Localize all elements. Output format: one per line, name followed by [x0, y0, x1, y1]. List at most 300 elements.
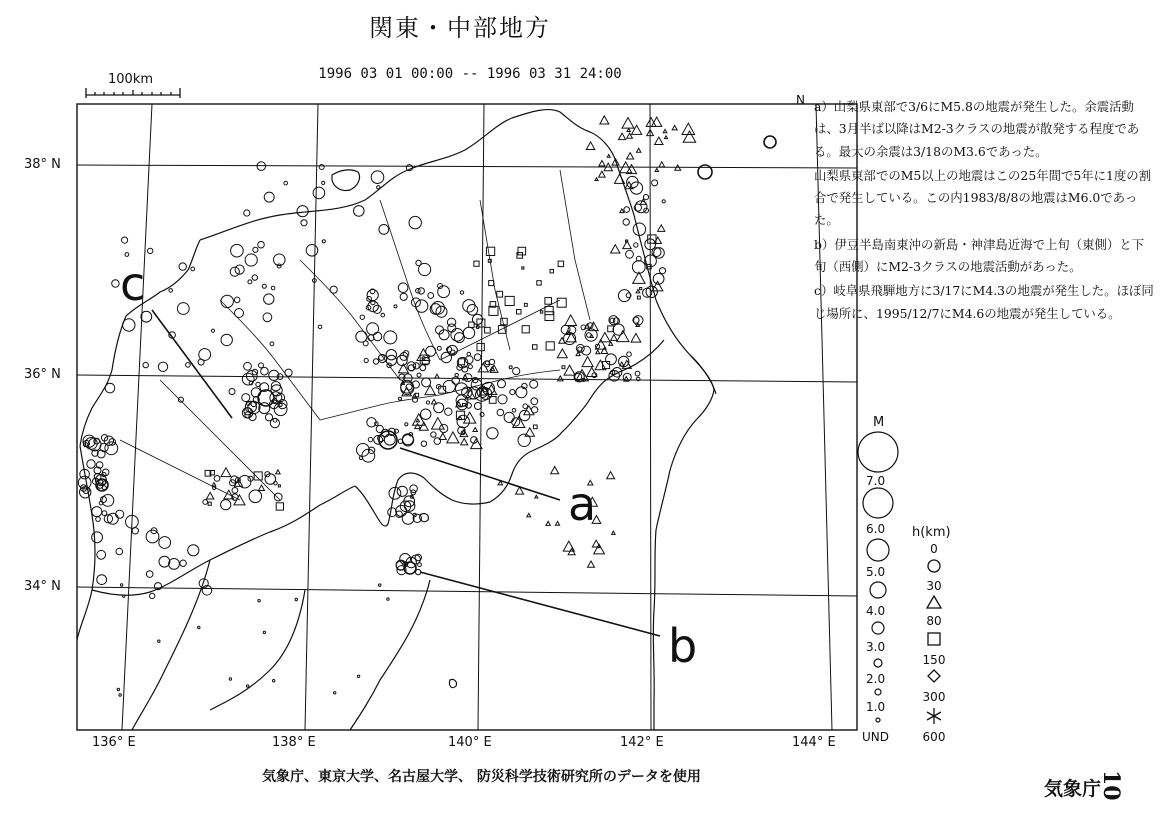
earthquake-marker [186, 363, 191, 368]
earthquake-marker [232, 488, 238, 494]
square-icon [928, 633, 940, 645]
earthquake-marker [371, 171, 384, 184]
earthquake-marker [607, 472, 615, 479]
earthquake-marker [360, 315, 364, 319]
earthquake-marker [522, 326, 529, 333]
earthquake-marker [420, 365, 426, 371]
earthquake-marker [520, 410, 530, 420]
mag-label-3: 3.0 [866, 640, 886, 654]
depth-label-150: 150 [922, 653, 946, 667]
earthquake-marker [244, 362, 252, 370]
mag-label-2: 2.0 [866, 672, 886, 686]
note-a-history: 山梨県東部でのM5以上の地震はこの25年間で5年に1度の割合で発生している。この内1983/8/8の地震はM6.0であった。 [814, 167, 1152, 228]
earthquake-marker [405, 423, 408, 426]
earthquake-marker [402, 512, 414, 524]
depth-label-300: 300 [922, 690, 946, 704]
earthquake-marker [416, 419, 419, 422]
earthquake-marker [564, 365, 575, 375]
diamond-icon [928, 670, 940, 682]
earthquake-marker [562, 366, 565, 369]
earthquake-marker [413, 394, 417, 397]
earthquake-marker [655, 168, 658, 171]
earthquake-marker [487, 428, 498, 439]
depth-label-80: 80 [926, 614, 942, 628]
earthquake-marker [421, 409, 431, 419]
earthquake-marker [159, 537, 171, 549]
earthquake-marker [582, 357, 593, 367]
earthquake-marker [297, 206, 308, 217]
earthquake-marker [510, 390, 515, 395]
callout-lines [152, 310, 660, 636]
earthquake-marker [384, 331, 397, 344]
earthquake-marker [663, 129, 667, 132]
earthquake-marker [633, 223, 645, 235]
earthquake-marker [537, 281, 541, 285]
earthquake-marker [545, 306, 553, 314]
earthquake-marker [102, 511, 107, 516]
lat-labels [24, 157, 61, 594]
earthquake-marker [409, 216, 421, 228]
earthquake-marker [436, 306, 447, 317]
earthquake-marker [467, 305, 478, 316]
earthquake-marker [595, 178, 598, 181]
lon-label-136: 136° E [92, 735, 136, 750]
earthquake-marker [658, 225, 665, 231]
earthquake-marker [97, 575, 107, 585]
earthquake-marker [92, 532, 103, 543]
earthquake-marker [438, 286, 450, 298]
scale-label: 100km [108, 72, 154, 87]
magnitude-legend [858, 415, 898, 744]
earthquake-marker [367, 290, 378, 301]
earthquake-marker [474, 261, 479, 266]
earthquake-marker [617, 331, 629, 342]
earthquake-marker [178, 397, 183, 402]
earthquake-marker [146, 571, 153, 578]
earthquake-marker [376, 425, 383, 432]
earthquake-marker [264, 192, 274, 202]
earthquake-marker [612, 531, 616, 534]
earthquake-marker [398, 283, 408, 293]
earthquake-marker [654, 248, 665, 259]
earthquake-marker [545, 298, 552, 305]
earthquake-marker [141, 311, 152, 322]
earthquake-marker [550, 269, 554, 273]
mag-label-5: 5.0 [866, 565, 886, 579]
earthquake-marker [285, 369, 292, 376]
earthquake-marker [212, 483, 216, 486]
earthquake-marker [558, 261, 564, 267]
earthquake-marker [618, 290, 630, 302]
earthquake-marker [592, 540, 600, 547]
earthquake-marker [258, 600, 260, 602]
earthquake-marker [381, 313, 385, 317]
earthquake-marker [447, 432, 459, 443]
earthquake-marker [599, 171, 606, 177]
earthquake-marker [276, 470, 280, 474]
depth-label-600: 600 [922, 730, 946, 744]
earthquake-marker [527, 513, 531, 517]
earthquake-marker [501, 318, 508, 325]
earthquake-marker [270, 342, 274, 346]
earthquake-marker [229, 389, 235, 395]
earthquake-marker [387, 598, 389, 600]
earthquake-marker [565, 315, 577, 326]
earthquake-marker [646, 118, 656, 127]
earthquake-marker [221, 295, 233, 307]
earthquake-marker [524, 303, 527, 306]
earthquake-marker [613, 318, 619, 324]
lon-label-142: 142° E [620, 735, 664, 750]
earthquake-marker [117, 688, 119, 690]
earthquake-marker [379, 431, 397, 449]
depth-legend [912, 525, 951, 744]
earthquake-marker [631, 333, 641, 342]
scale-bar [86, 88, 180, 98]
earthquake-marker [284, 181, 288, 185]
earthquake-marker [637, 296, 640, 299]
earthquake-marker [611, 335, 617, 341]
earthquake-marker [516, 387, 527, 398]
mag-label-und: UND [862, 730, 889, 744]
earthquake-marker [105, 383, 115, 393]
earthquake-marker [198, 359, 204, 365]
earthquake-marker [558, 376, 563, 381]
earthquake-marker [523, 404, 528, 409]
earthquake-marker [368, 437, 372, 441]
earthquake-marker [533, 425, 537, 429]
earthquake-marker [150, 593, 155, 598]
earthquake-marker [242, 373, 254, 385]
earthquake-marker [530, 380, 538, 388]
earthquake-marker [334, 692, 336, 694]
period-label: 1996 03 01 00:00 -- 1996 03 31 24:00 [318, 66, 622, 82]
earthquake-marker [531, 407, 537, 413]
earthquake-marker [179, 263, 186, 270]
earthquake-marker [540, 311, 542, 313]
earthquake-marker [410, 485, 418, 493]
earthquake-marker [177, 303, 189, 315]
earthquake-marker [354, 206, 365, 217]
earthquake-marker [460, 291, 463, 294]
earthquake-marker [546, 342, 554, 350]
earthquake-marker [295, 598, 297, 600]
earthquake-marker [119, 694, 121, 696]
earthquake-marker [634, 243, 638, 247]
earthquake-marker [426, 401, 429, 404]
earthquake-marker [441, 352, 451, 362]
earthquake-events [78, 116, 776, 696]
data-source-footer: 気象庁、東京大学、名古屋大学、 防災科学技術研究所のデータを使用 [262, 769, 701, 785]
earthquake-marker [620, 209, 624, 213]
earthquake-marker [262, 284, 266, 288]
earthquake-marker [586, 142, 594, 150]
earthquake-marker [627, 153, 634, 159]
earthquake-marker [626, 250, 634, 258]
earthquake-marker [497, 291, 503, 297]
mag-label-7: 7.0 [866, 474, 886, 488]
earthquake-marker [509, 366, 512, 369]
earthquake-marker [640, 288, 642, 290]
earthquake-marker [357, 675, 359, 677]
earthquake-marker [367, 323, 379, 335]
earthquake-marker [439, 433, 446, 439]
earthquake-marker [169, 559, 180, 570]
earthquake-marker [600, 116, 609, 124]
earthquake-marker [636, 148, 640, 152]
triangle-icon [927, 596, 941, 608]
earthquake-marker [242, 394, 250, 402]
earthquake-marker [248, 280, 252, 284]
earthquake-marker [318, 325, 322, 329]
earthquake-marker [274, 493, 282, 501]
earthquake-marker [123, 319, 135, 331]
earthquake-marker [664, 136, 667, 139]
earthquake-marker [206, 492, 213, 499]
earthquake-marker [431, 432, 436, 437]
earthquake-marker [247, 685, 249, 687]
earthquake-marker [188, 545, 199, 556]
earthquake-marker [498, 395, 507, 404]
mag-label-6: 6.0 [866, 522, 886, 536]
earthquake-marker [397, 486, 407, 496]
earthquake-marker [457, 415, 469, 427]
earthquake-marker [531, 398, 538, 405]
earthquake-marker [618, 133, 625, 140]
earthquake-marker [313, 187, 325, 199]
earthquake-marker [551, 466, 559, 473]
lon-label-140: 140° E [448, 735, 492, 750]
earthquake-marker [555, 521, 559, 525]
earthquake-marker [578, 347, 582, 351]
earthquake-marker [601, 348, 608, 354]
earthquake-marker [386, 350, 396, 360]
earthquake-marker [378, 354, 386, 362]
earthquake-marker [357, 444, 370, 457]
earthquake-marker [148, 248, 153, 253]
earthquake-marker [261, 367, 269, 375]
earthquake-marker [588, 561, 595, 567]
earthquake-marker [214, 476, 220, 482]
mag-label-4: 4.0 [866, 604, 886, 618]
coastline [77, 110, 716, 730]
earthquake-marker [306, 245, 318, 257]
earthquake-marker [432, 418, 445, 429]
page-title: 関東・中部地方 [369, 14, 551, 42]
earthquake-marker [356, 331, 367, 342]
earthquake-marker [412, 397, 417, 402]
earthquake-marker [513, 368, 520, 375]
earthquake-marker [463, 403, 466, 406]
earthquake-marker [203, 500, 208, 505]
earthquake-marker [258, 485, 264, 490]
magnitude-legend-title: M [873, 415, 885, 430]
earthquake-marker [322, 181, 325, 184]
earthquake-marker [251, 388, 260, 397]
earthquake-marker [373, 332, 381, 340]
earthquake-marker [474, 354, 481, 361]
earthquake-marker [396, 505, 407, 516]
earthquake-marker [622, 117, 634, 128]
earthquake-marker [517, 310, 522, 315]
callout-a: a [568, 477, 597, 531]
earthquake-marker [462, 375, 468, 380]
page-number: 10 [1098, 770, 1124, 801]
earthquake-marker [96, 517, 101, 522]
note-b: b）伊豆半島南東沖の新島・神津島近海で上旬（東側）と下旬（西側）にM2-3クラスの地震活動があった。 [814, 236, 1145, 275]
agency-name: 気象庁 [1044, 778, 1102, 800]
north-mark: N [796, 93, 805, 107]
earthquake-marker [662, 200, 665, 203]
earthquake-marker [373, 359, 378, 364]
earthquake-marker [613, 324, 624, 335]
earthquake-marker [659, 162, 665, 167]
earthquake-marker [504, 412, 514, 422]
earthquake-marker [421, 441, 426, 446]
earthquake-marker [431, 399, 436, 404]
earthquake-marker [249, 490, 262, 503]
earthquake-marker [263, 631, 265, 633]
earthquake-marker [461, 438, 468, 444]
earthquake-marker [208, 502, 211, 505]
earthquake-marker [199, 349, 211, 361]
event-notes [814, 96, 1154, 327]
earthquake-marker [322, 240, 325, 243]
earthquake-marker [301, 220, 307, 226]
earthquake-marker [672, 125, 677, 130]
earthquake-marker [364, 358, 368, 362]
earthquake-marker [256, 382, 260, 386]
earthquake-marker [611, 245, 620, 253]
earthquake-marker [522, 267, 524, 269]
earthquake-marker [213, 486, 216, 489]
earthquake-marker [123, 595, 125, 597]
earthquake-marker [244, 210, 250, 216]
earthquake-marker [258, 241, 265, 248]
earthquake-marker [158, 362, 167, 371]
earthquake-marker [211, 329, 214, 332]
prefecture-boundaries [120, 170, 590, 500]
earthquake-marker [486, 247, 494, 255]
earthquake-marker [489, 281, 494, 286]
earthquake-marker [535, 495, 538, 498]
earthquake-marker [273, 680, 275, 682]
earthquake-marker [474, 403, 481, 410]
earthquake-marker [180, 560, 186, 566]
earthquake-marker [439, 330, 449, 340]
earthquake-marker [655, 137, 663, 145]
earthquake-marker [400, 293, 407, 300]
earthquake-marker [116, 548, 123, 555]
earthquake-marker [221, 500, 231, 510]
note-c: c）岐阜県飛騨地方に3/17にM4.3の地震が発生した。ほぼ同じ場所に、1995/12/7にM4.6の地震が発生している。 [814, 283, 1154, 321]
earthquake-marker [468, 365, 472, 369]
earthquake-marker [234, 297, 240, 303]
earthquake-marker [415, 424, 421, 429]
earthquake-marker [557, 298, 566, 307]
earthquake-marker [497, 409, 504, 416]
earthquake-marker [384, 434, 395, 445]
earthquake-marker [399, 397, 402, 400]
earthquake-marker [437, 346, 441, 350]
earthquake-marker [428, 293, 434, 299]
earthquake-marker [319, 165, 324, 170]
earthquake-marker [379, 584, 381, 586]
earthquake-marker [473, 428, 477, 432]
depth-label-30: 30 [926, 579, 942, 593]
earthquake-marker [158, 640, 160, 642]
callout-b: b [668, 619, 698, 673]
earthquake-marker [452, 377, 460, 385]
earthquake-marker [624, 207, 630, 213]
earthquake-marker [764, 136, 776, 148]
earthquake-marker [485, 327, 491, 333]
earthquake-marker [607, 155, 610, 158]
earthquake-marker [635, 371, 640, 376]
earthquake-marker [258, 390, 274, 406]
earthquake-marker [253, 247, 258, 252]
earthquake-marker [264, 294, 274, 304]
earthquake-marker [417, 373, 421, 377]
earthquake-marker [92, 507, 102, 517]
earthquake-marker [265, 414, 272, 421]
earthquake-marker [599, 161, 605, 166]
earthquake-marker [557, 349, 567, 358]
earthquake-marker [416, 260, 421, 265]
earthquake-marker [169, 289, 173, 293]
lon-labels [92, 735, 836, 750]
earthquake-marker [435, 374, 439, 378]
earthquake-marker [276, 503, 283, 510]
lat-label-36: 36° N [24, 367, 61, 382]
earthquake-marker [263, 313, 272, 322]
earthquake-marker [120, 584, 122, 586]
earthquake-marker [198, 626, 200, 628]
earthquake-marker [606, 354, 617, 365]
earthquake-marker [627, 128, 630, 131]
earthquake-marker [221, 334, 232, 345]
earthquake-marker [97, 550, 106, 559]
callout-c: c [120, 257, 146, 311]
earthquake-marker [426, 346, 436, 356]
earthquake-marker [377, 186, 380, 189]
lat-label-34: 34° N [24, 579, 61, 594]
earthquake-marker [402, 435, 413, 446]
earthquake-marker [546, 521, 550, 525]
earthquake-marker [245, 254, 257, 266]
earthquake-marker [191, 267, 195, 271]
lon-label-138: 138° E [272, 735, 316, 750]
earthquake-marker [623, 219, 629, 225]
lon-label-144: 144° E [792, 735, 836, 750]
earthquake-marker [112, 280, 119, 287]
earthquake-marker [87, 460, 95, 468]
earthquake-marker [422, 378, 431, 387]
earthquake-marker [643, 195, 648, 200]
mag-label-1: 1.0 [866, 700, 886, 714]
earthquake-marker [229, 678, 231, 680]
earthquake-marker [512, 409, 516, 413]
earthquake-marker [116, 510, 124, 518]
earthquake-marker [498, 380, 506, 388]
asterisk-icon [927, 708, 941, 724]
earthquake-marker [416, 300, 428, 312]
lat-label-38: 38° N [24, 157, 61, 172]
earthquake-marker [122, 237, 128, 243]
earthquake-marker [463, 327, 474, 338]
earthquake-marker [271, 286, 275, 290]
earthquake-marker [518, 247, 526, 255]
